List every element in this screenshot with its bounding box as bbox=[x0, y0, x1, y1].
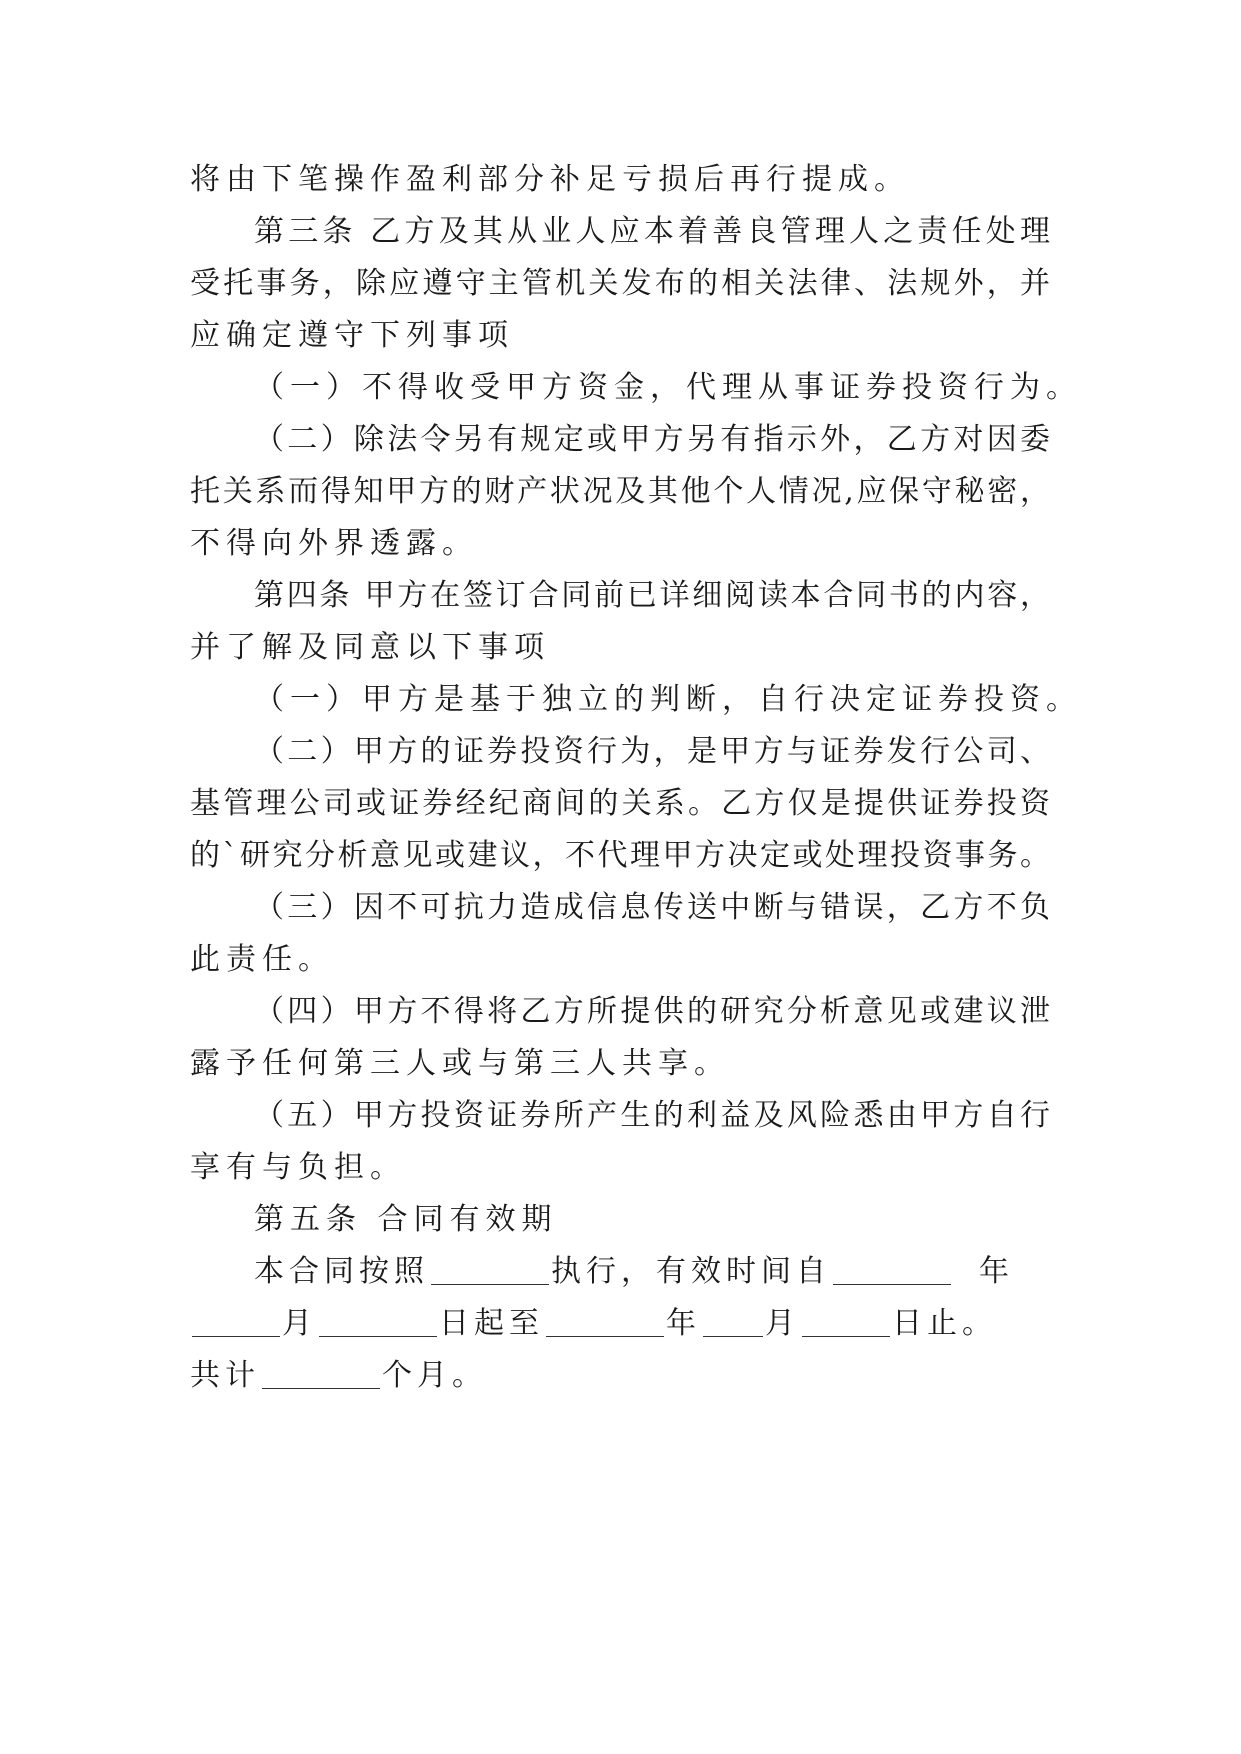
blank-field[interactable] bbox=[546, 1306, 664, 1337]
term-line-1 bbox=[254, 1247, 1014, 1297]
list-item: （三）因不可抗力造成信息传送中断与错误，乙方不负 bbox=[254, 890, 1050, 925]
paragraph-line: 并了解及同意以下事项 bbox=[190, 630, 550, 665]
paragraph-line: 应确定遵守下列事项 bbox=[190, 318, 514, 353]
blank-field[interactable] bbox=[262, 1358, 380, 1389]
term-text: 日起至 bbox=[439, 1306, 544, 1341]
paragraph-line: 此责任。 bbox=[190, 942, 334, 977]
list-item: （二）甲方的证券投资行为，是甲方与证券发行公司、 bbox=[254, 734, 1050, 769]
paragraph-line: 不得向外界透露。 bbox=[190, 526, 478, 561]
blank-field[interactable] bbox=[703, 1306, 763, 1337]
article-4-heading: 第四条 甲方在签订合同前已详细阅读本合同书的内容， bbox=[254, 578, 1050, 613]
term-text: 月 bbox=[282, 1306, 317, 1341]
list-item: （一）不得收受甲方资金，代理从事证券投资行为。 bbox=[254, 370, 1082, 405]
term-text: 本合同按照 bbox=[254, 1254, 429, 1289]
term-text: 个月。 bbox=[382, 1358, 487, 1393]
article-3-heading: 第三条 乙方及其从业人应本着善良管理人之责任处理 bbox=[254, 214, 1050, 249]
blank-field[interactable] bbox=[802, 1306, 890, 1337]
blank-field[interactable] bbox=[319, 1306, 437, 1337]
list-item: （五）甲方投资证券所产生的利益及风险悉由甲方自行 bbox=[254, 1098, 1050, 1133]
article-5-heading: 第五条 合同有效期 bbox=[254, 1202, 558, 1237]
paragraph-line: 将由下笔操作盈利部分补足亏损后再行提成。 bbox=[190, 162, 910, 197]
paragraph-line: 露予任何第三人或与第三人共享。 bbox=[190, 1046, 730, 1081]
blank-field[interactable] bbox=[431, 1254, 549, 1285]
term-text: 共计 bbox=[190, 1358, 260, 1393]
list-item: （四）甲方不得将乙方所提供的研究分析意见或建议泄 bbox=[254, 994, 1050, 1029]
term-line-3 bbox=[190, 1351, 487, 1401]
paragraph-line: 受托事务，除应遵守主管机关发布的相关法律、法规外，并 bbox=[190, 266, 1050, 301]
blank-field[interactable] bbox=[833, 1254, 951, 1285]
term-text: 年 bbox=[979, 1254, 1014, 1289]
list-item: （一）甲方是基于独立的判断，自行决定证券投资。 bbox=[254, 682, 1082, 717]
paragraph-line: 享有与负担。 bbox=[190, 1150, 406, 1185]
paragraph-line: 托关系而得知甲方的财产状况及其他个人情况,应保守秘密， bbox=[190, 474, 1050, 509]
paragraph-line: 基管理公司或证券经纪商间的关系。乙方仅是提供证券投资 bbox=[190, 786, 1050, 821]
list-item: （二）除法令另有规定或甲方另有指示外，乙方对因委 bbox=[254, 422, 1050, 457]
term-text: 月 bbox=[765, 1306, 800, 1341]
term-text: 年 bbox=[666, 1306, 701, 1341]
term-text: 执行，有效时间自 bbox=[551, 1254, 831, 1289]
paragraph-line: 的`研究分析意见或建议，不代理甲方决定或处理投资事务。 bbox=[190, 838, 1050, 873]
term-line-2 bbox=[190, 1299, 997, 1349]
blank-field[interactable] bbox=[192, 1306, 280, 1337]
term-text: 日止。 bbox=[892, 1306, 997, 1341]
